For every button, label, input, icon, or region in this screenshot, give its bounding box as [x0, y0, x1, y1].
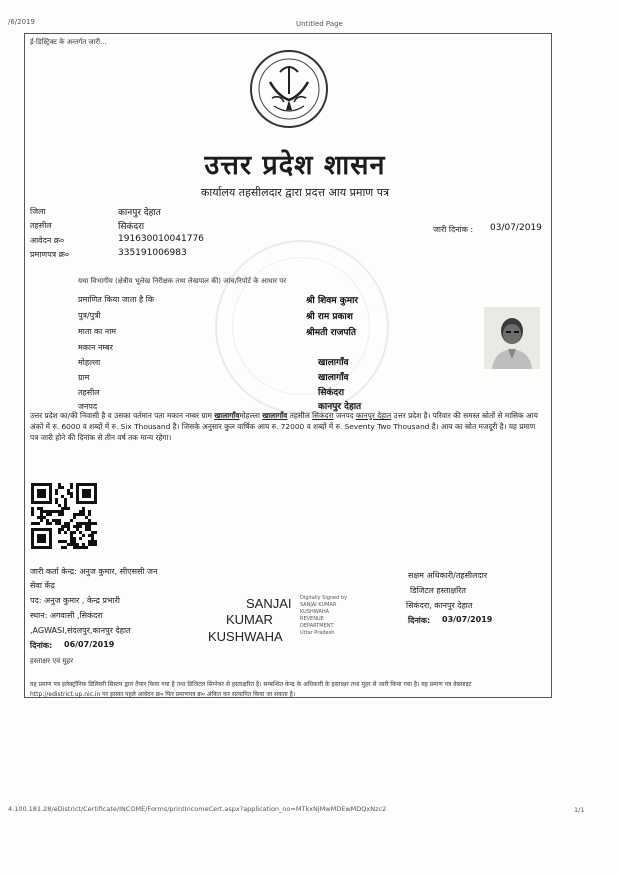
print-url: 4.100.181.28/eDistrict/Certificate/INCOME/Forms/printIncomeCert.aspx?application_no=MTkxNjMwMDEwMDQxNzc2: [8, 805, 387, 813]
qr-code-icon: [31, 483, 97, 549]
authority-line-1: सक्षम अधिकारी/तहसीलदार: [408, 571, 488, 580]
authority-date-label: दिनांक:: [408, 616, 431, 625]
label-tehsil: तहसील: [78, 388, 100, 397]
applicant-photo: [484, 307, 540, 369]
certificate-body: [30, 410, 543, 443]
issuer-line-2: सेवा केंद्र: [30, 581, 55, 590]
authority-line-2: डिजिटल हस्ताक्षरित: [410, 586, 466, 595]
meta-value-tehsil: सिकंदरा: [118, 222, 145, 232]
sig-detail-1: Digitally Signed by: [300, 595, 348, 601]
signature-note: हस्ताक्षर एवं मुहर: [30, 657, 74, 665]
body-village-2: खालागाँव: [262, 411, 288, 420]
body-district: कानपुर देहात: [355, 411, 392, 420]
sig-name-line-3: KUSHWAHA: [208, 629, 283, 644]
sig-detail-3: KUSHWAHA: [300, 609, 330, 615]
issuer-line-4: स्थान: अगवासी ,सिकंदरा: [30, 611, 103, 620]
label-district: जनपद: [78, 402, 98, 411]
sig-name-line-1: SANJAI: [246, 596, 292, 611]
label-parent: पुत्र/पुत्री: [78, 311, 101, 320]
label-house-no: मकान नम्बर: [78, 343, 113, 352]
label-mohalla: मोहल्ला: [78, 358, 101, 367]
value-mohalla: खालागाँव: [318, 358, 349, 368]
up-government-emblem-icon: [248, 48, 330, 130]
person-name: श्री शिवम कुमार: [306, 296, 359, 306]
intro-line-2: प्रमाणित किया जाता है कि: [78, 295, 155, 304]
value-mother: श्रीमती राजपति: [306, 328, 356, 338]
meta-label-district: जिला: [30, 207, 46, 216]
page-title: उत्तर प्रदेश शासन: [204, 150, 386, 181]
value-district: कानपुर देहात: [318, 402, 362, 412]
meta-label-tehsil: तहसील: [30, 221, 52, 230]
top-left-note: ई-डिस्ट्रिक्ट के अन्तर्गत जारी...: [30, 38, 107, 46]
sig-detail-4: REVENUE: [300, 616, 324, 622]
meta-value-certificate-no: 335191006983: [118, 248, 187, 258]
print-date: /6/2019: [8, 18, 35, 26]
body-part-1: उत्तर प्रदेश का/की निवासी है व उसका वर्तमान पता मकान नम्बर ग्राम: [30, 411, 215, 420]
issuer-date-label: दिनांक:: [30, 641, 53, 650]
sig-detail-2: SANJAI KUMAR: [300, 602, 337, 608]
issue-date-label: जारी दिनांक :: [433, 225, 474, 234]
authority-line-3: सिकंदरा, कानपुर देहात: [406, 601, 473, 610]
body-part-5: उत्तर प्रदेश है। परिवार की समस्त स्रोतों से मासिक आय अंकों में रु. 6000 व शब्दों में रु. Six Thousand है। जिसके अनुसार कुल वार्षिक आय रु. 72000 व शब्दों में रु. Seventy Two Thousand है। आय का स्रोत मजदूरी है। यह प्रमाण पत्र जारी होने की दिनांक से तीन वर्ष तक मान्य रहेगा।: [30, 411, 538, 442]
value-parent: श्री राम प्रकाश: [306, 312, 353, 322]
value-tehsil: सिकंदरा: [318, 388, 345, 398]
authority-date-value: 03/07/2019: [442, 615, 493, 624]
body-tehsil: सिकंदरा: [312, 411, 334, 420]
meta-value-district: कानपुर देहात: [118, 208, 161, 218]
sig-name-line-2: KUMAR: [226, 612, 273, 627]
meta-label-certificate-no: प्रमाणपत्र क्र०: [30, 250, 69, 259]
body-part-2: मोहल्ला: [239, 411, 263, 420]
meta-label-application-no: आवेदन क्र०: [30, 236, 65, 245]
page-subtitle: कार्यालय तहसीलदार द्वारा प्रदत्त आय प्रमाण पत्र: [200, 186, 390, 199]
issuer-line-1: जारी कर्ता केन्द्र: अनुज कुमार, सीएससी जन: [30, 567, 158, 576]
meta-value-application-no: 191630010041776: [118, 234, 204, 244]
body-village-1: खालागाँव: [214, 411, 240, 420]
issuer-date-value: 06/07/2019: [64, 640, 115, 649]
intro-line-1: यथा विभागीय (क्षेत्रीय भूलेख निरीक्षक तथा लेखपाल की) जांच/रिपोर्ट के आधार पर: [78, 277, 287, 285]
body-part-3: तहसील: [287, 411, 313, 420]
footer-note: यह प्रमाण पत्र इलेक्ट्रॉनिक डिलिवरी सिस्टम द्वारा तैयार किया गया है तथा डिजिटल सिग्नेचर से हस्ताक्षरित है। सम्बन्धित केन्द्र के अधिकारी के हस्ताक्षर तथा मुहर से जारी किया गया है। यह प्रमाण पत्र वेबसाइट http://edistrict.up.nic.in पर इसका पहले आवेदन क्र० फिर प्रमाणपत्र क्र० अंकित कर सत्यापित किया जा सकता है।: [30, 681, 472, 698]
label-mother: माता का नाम: [78, 327, 117, 336]
sig-detail-5: DEPARTMENT: [300, 623, 334, 629]
issuer-line-3: पद: अनुज कुमार , केन्द्र प्रभारी: [30, 596, 120, 605]
print-page-title: Untitled Page: [296, 20, 343, 28]
value-village: खालागाँव: [318, 373, 349, 383]
issuer-line-5: ,AGWASI,संदलपुर,कानपुर देहात: [30, 626, 131, 635]
issue-date-value: 03/07/2019: [490, 223, 542, 233]
print-page-number: 1/1: [574, 806, 585, 814]
body-part-4: जनपद: [333, 411, 356, 420]
label-village: ग्राम: [78, 373, 90, 382]
sig-details: [300, 595, 347, 637]
sig-detail-6: Uttar Pradesh: [300, 630, 335, 636]
